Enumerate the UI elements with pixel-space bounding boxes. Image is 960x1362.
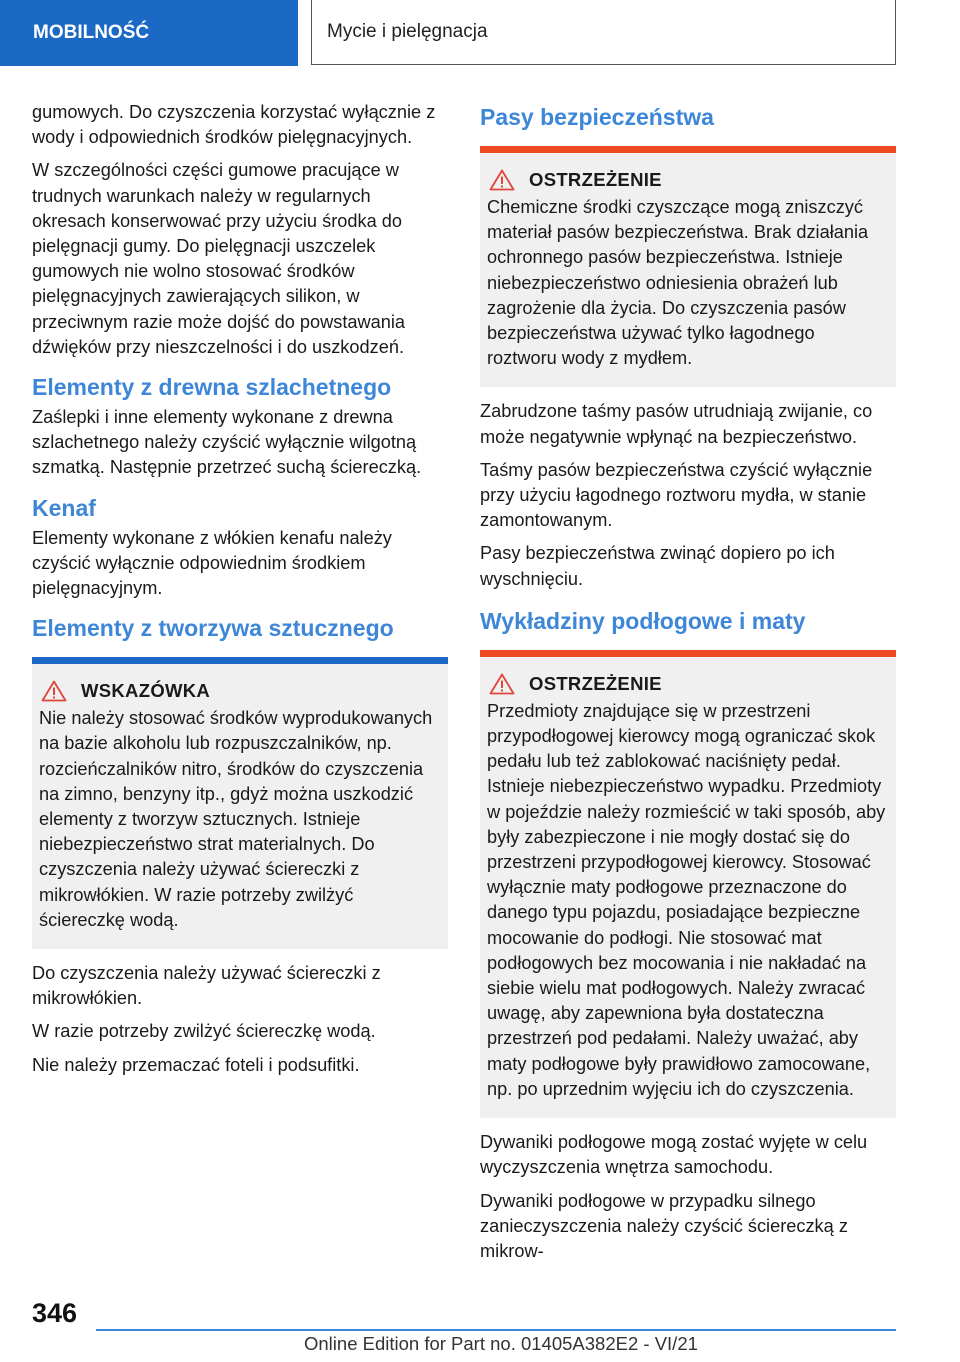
heading-wood: Elementy z drewna szlachetnego — [32, 374, 392, 401]
warning-header-belts — [487, 169, 889, 191]
heading-seat-belts: Pasy bezpieczeństwa — [480, 104, 714, 130]
note-title: WSKAZÓWKA — [81, 680, 211, 702]
warning-triangle-icon — [41, 680, 67, 702]
heading-kenaf: Kenaf — [32, 494, 96, 521]
paragraph-mats-1: Dywaniki podłogowe mogą zostać wyjęte w celu wyczyszczenia wnętrza samochodu. — [480, 1132, 868, 1178]
warning-box-belts — [480, 146, 896, 387]
note-box — [32, 657, 448, 949]
paragraph-plastic-1: Do czyszczenia należy używać ściereczki z mikrowłókien. — [32, 963, 381, 1009]
paragraph-kenaf: Elementy wykonane z włókien kenafu należy czyścić wyłącznie odpowiednim środkiem pielęgnacyjnym. — [32, 527, 392, 599]
paragraph-wood: Zaślepki i inne elementy wykonane z drewna szlachetnego należy czyścić wyłącznie wilgotną szmatką. Następnie przetrzeć suchą ściereczką. — [32, 407, 422, 478]
warning-header-mats — [487, 673, 889, 695]
paragraph-belts-3: Pasy bezpieczeństwa zwinąć dopiero po ich wyschnięciu. — [480, 543, 835, 589]
paragraph-rubber-1: gumowych. Do czyszczenia korzystać wyłącznie z wody i odpowiednich środków pielęgnacyjnych. — [32, 102, 436, 148]
paragraph-rubber-2: W szczególności części gumowe pracujące w trudnych warunkach należy w regularnych okresach konserwować przy użyciu środka do pielęgnacji gumy. Do pielęgnacji uszczelek gumowych nie wolno stosować środków pielęgnacyjnych zawierających silikon, w przeciwnym razie może dojść do powstawania dźwięków przy nieszczelności i do uszkodzeń. — [32, 160, 406, 357]
note-header — [39, 680, 441, 702]
warning-text-mats: Przedmioty znajdujące się w przestrzeni przypodłogowej kierowcy mogą ograniczać skok pedału lub też zablokować naciśnięty pedał. Istnieje niebezpieczeństwo wypadku. Przedmioty w pojeździe należy rozmieścić w taki sposób, aby były zabezpieczone i nie mogły dostać się do przestrzeni przypodłogowej kierowcy. Stosować wyłącznie maty podłogowe przeznaczone do danego typu pojazdu, posiadające bezpieczne mocowanie do podłogi. Nie stosować mat podłogowych bez mocowania i nie nakładać na siebie wielu mat podłogowych. Należy zwracać uwagę, aby zapewniona była dostateczna przestrzeń pod pedałami. Należy uważać, aby maty podłogowe były prawidłowo zamocowane, np. po uprzednim wyjęciu ich do czyszczenia. — [487, 700, 886, 1099]
warning-triangle-icon — [489, 169, 515, 191]
section-tab: MOBILNOŚĆ — [0, 0, 298, 66]
right-column — [480, 100, 896, 1272]
paragraph-belts-2: Taśmy pasów bezpieczeństwa czyścić wyłącznie przy użyciu łagodnego roztworu mydła, w stanie zamontowanym. — [480, 459, 873, 531]
paragraph-plastic-2: W razie potrzeby zwilżyć ściereczkę wodą. — [32, 1021, 376, 1042]
warning-title-mats: OSTRZEŻENIE — [529, 672, 662, 694]
warning-triangle-icon — [489, 673, 515, 695]
edition-text: Online Edition for Part no. 01405A382E2 - VI/21 — [304, 1333, 698, 1354]
page-number: 346 — [32, 1298, 78, 1328]
warning-box-mats — [480, 650, 896, 1118]
left-column — [32, 100, 448, 1086]
paragraph-plastic-3: Nie należy przemaczać foteli i podsufitki. — [32, 1054, 360, 1075]
paragraph-mats-2: Dywaniki podłogowe w przypadku silnego zanieczyszczenia należy czyścić ściereczką z mikrow- — [480, 1190, 848, 1261]
chapter-title: Mycie i pielęgnacja — [311, 0, 896, 65]
warning-text-belts: Chemiczne środki czyszczące mogą zniszczyć materiał pasów bezpieczeństwa. Brak działania ochronnego pasów bezpieczeństwa. Istnieje niebezpieczeństwo odniesienia obrażeń lub zagrożenie dla życia. Do czyszczenia pasów bezpieczeństwa używać tylko łagodnego roztworu wody z mydłem. — [487, 197, 869, 369]
heading-floor-mats: Wykładziny podłogowe i maty — [480, 607, 806, 634]
paragraph-belts-1: Zabrudzone taśmy pasów utrudniają zwijanie, co może negatywnie wpłynąć na bezpieczeństwo. — [480, 401, 873, 447]
heading-plastic: Elementy z tworzywa sztucznego — [32, 615, 394, 642]
footer-divider — [96, 1329, 896, 1331]
note-text: Nie należy stosować środków wyprodukowanych na bazie alkoholu lub rozpuszczalników, np. rozcieńczalników nitro, środków do czyszczenia na zimno, benzyny itp., gdyż można uszkodzić elementy z tworzyw sztucznych. Istnieje niebezpieczeństwo strat materialnych. Do czyszczenia należy używać ściereczki z mikrowłókien. W razie potrzeby zwilżyć ściereczkę wodą. — [39, 708, 433, 930]
page-header — [0, 0, 960, 66]
warning-title-belts: OSTRZEŻENIE — [529, 169, 662, 190]
